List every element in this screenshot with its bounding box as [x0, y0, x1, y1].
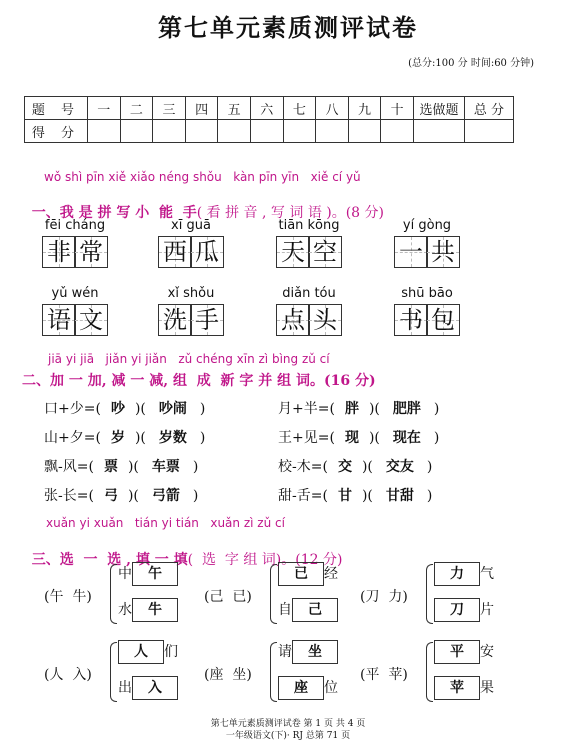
char-pair: (刀 力)	[360, 589, 408, 605]
new-char-answer[interactable]: 票	[103, 459, 118, 475]
fill-line	[118, 598, 178, 622]
section1-title	[22, 186, 384, 222]
char: 书	[399, 306, 423, 334]
word-pinyin: yǔ wén	[51, 286, 99, 301]
formula: 月+半=(	[278, 401, 335, 417]
formula: 甜-舌=(	[278, 488, 328, 504]
formula: 张-长=(	[44, 488, 94, 504]
new-char-answer[interactable]: 胖	[344, 401, 359, 417]
word-answer[interactable]: 吵闹	[158, 401, 187, 417]
char: 瓜	[195, 238, 219, 266]
score-cell[interactable]	[283, 120, 316, 143]
score-cell[interactable]	[316, 120, 349, 143]
word-cells	[394, 236, 458, 268]
char-cell[interactable]	[42, 304, 76, 336]
char-pair: (人 入)	[44, 667, 92, 683]
score-cell[interactable]	[153, 120, 186, 143]
char: 语	[47, 306, 71, 334]
suffix-char: 经	[324, 566, 338, 582]
char-pair: (平 苹)	[360, 667, 408, 683]
footer-line1: 第七单元素质测评试卷 第 1 页 共 4 页	[210, 719, 366, 729]
score-col: 十	[381, 97, 414, 120]
answer-box[interactable]: 力	[434, 562, 480, 586]
suffix-char: 位	[324, 680, 338, 696]
fill-line	[118, 676, 178, 700]
word-answer[interactable]: 肥胖	[392, 401, 421, 417]
word-answer[interactable]: 车票	[151, 459, 180, 475]
new-char-answer[interactable]: 现	[344, 430, 359, 446]
prefix-char: 请	[278, 644, 292, 660]
char: 西	[163, 238, 187, 266]
new-char-answer[interactable]: 弓	[103, 488, 118, 504]
score-cell[interactable]	[381, 120, 414, 143]
char: 一	[399, 238, 423, 266]
add-subtract-item: 张-长=( 弓 )( 弓箭 )	[44, 485, 198, 505]
answer-box[interactable]: 牛	[132, 598, 178, 622]
add-subtract-item: 校-木=( 交 )( 交友 )	[278, 456, 432, 476]
char-pair: (座 坐)	[204, 667, 252, 683]
exam-meta: (总分:100 分 时间:60 分钟)	[408, 58, 534, 69]
score-col: 四	[185, 97, 218, 120]
word-pinyin: fēi cháng	[44, 218, 106, 233]
fill-line	[278, 676, 338, 700]
section1-pinyin: wǒ shì pīn xiě xiǎo néng shǒu kàn pīn yīn xiě cí yǔ	[44, 170, 361, 184]
word-pinyin: xǐ shǒu	[167, 286, 215, 301]
word-answer[interactable]: 现在	[392, 430, 421, 446]
new-char-answer[interactable]: 吵	[110, 401, 125, 417]
prefix-char: 中	[118, 566, 132, 582]
prefix-char: 出	[118, 680, 132, 696]
answer-box[interactable]: 入	[132, 676, 178, 700]
char: 文	[79, 306, 103, 334]
section1-sub: ( 看 拼 音 , 写 词 语 )。(8 分)	[196, 205, 385, 221]
score-cell[interactable]	[414, 120, 465, 143]
char-cell[interactable]	[308, 236, 342, 268]
score-col: 五	[218, 97, 251, 120]
fill-line	[278, 598, 338, 622]
answer-box[interactable]: 刀	[434, 598, 480, 622]
score-col: 九	[348, 97, 381, 120]
char-cell[interactable]	[394, 304, 428, 336]
score-col: 八	[316, 97, 349, 120]
char: 手	[195, 306, 219, 334]
formula: 王+见=(	[278, 430, 335, 446]
word-cells	[42, 304, 106, 336]
char-cell[interactable]	[426, 236, 460, 268]
char-cell[interactable]	[158, 304, 192, 336]
word-cells	[158, 304, 222, 336]
char-pair: (午 牛)	[44, 589, 92, 605]
add-subtract-item: 甜-舌=( 甘 )( 甘甜 )	[278, 485, 432, 505]
brace-shape	[426, 642, 433, 702]
section2-title: 二、加 一 加, 减 一 减, 组 成 新 字 并 组 词。(16 分)	[22, 373, 376, 389]
suffix-char: 气	[480, 566, 494, 582]
section3-heading: 三、选 一 选 , 填 一 填	[31, 552, 188, 568]
answer-box[interactable]: 人	[118, 640, 164, 664]
formula: 口+少=(	[44, 401, 101, 417]
char-cell[interactable]	[190, 304, 224, 336]
char: 天	[281, 238, 305, 266]
formula: 山+夕=(	[44, 430, 101, 446]
fill-line	[434, 640, 494, 664]
fill-line	[278, 640, 338, 664]
char: 非	[47, 238, 71, 266]
fill-line	[434, 598, 494, 622]
char: 包	[431, 306, 455, 334]
footer-line2: 一年级语文(下)· RJ 总第 71 页	[225, 731, 351, 741]
page-title: 第七单元素质测评试卷	[158, 13, 418, 42]
score-col: 总 分	[465, 97, 514, 120]
score-row-head: 得 分	[25, 120, 88, 143]
formula: 校-木=(	[278, 459, 328, 475]
suffix-char: 果	[480, 680, 494, 696]
answer-box[interactable]: 平	[434, 640, 480, 664]
fill-line	[118, 640, 178, 664]
add-subtract-item: 口+少=( 吵 )( 吵闹 )	[44, 398, 205, 418]
word-cells	[42, 236, 106, 268]
add-subtract-item: 月+半=( 胖 )( 肥胖 )	[278, 398, 439, 418]
score-col: 二	[120, 97, 153, 120]
score-cell[interactable]	[348, 120, 381, 143]
answer-box[interactable]: 座	[278, 676, 324, 700]
answer-box[interactable]: 坐	[292, 640, 338, 664]
char-pair: (己 已)	[204, 589, 252, 605]
char-cell[interactable]	[394, 236, 428, 268]
word-cells	[276, 304, 340, 336]
word-answer[interactable]: 弓箭	[151, 488, 180, 504]
fill-line	[434, 562, 494, 586]
prefix-char: 自	[278, 602, 292, 618]
fill-line	[118, 562, 178, 586]
prefix-char: 水	[118, 602, 132, 618]
brace-shape	[270, 564, 277, 624]
score-cell[interactable]	[120, 120, 153, 143]
brace-shape	[110, 564, 117, 624]
formula: 飘-风=(	[44, 459, 94, 475]
char-cell[interactable]	[426, 304, 460, 336]
suffix-char: 们	[164, 644, 178, 660]
fill-line	[434, 676, 494, 700]
suffix-char: 安	[480, 644, 494, 660]
score-col: 一	[88, 97, 121, 120]
score-cell[interactable]	[185, 120, 218, 143]
word-answer[interactable]: 岁数	[158, 430, 187, 446]
char: 洗	[163, 306, 187, 334]
section1-heading: 一、我 是 拼 写 小 能 手	[31, 205, 197, 221]
word-cells	[394, 304, 458, 336]
score-table-head: 题 号	[25, 97, 88, 120]
word-pinyin: xī guā	[171, 218, 211, 233]
char-cell[interactable]	[158, 236, 192, 268]
score-col: 六	[250, 97, 283, 120]
char: 空	[313, 238, 337, 266]
new-char-answer[interactable]: 甘	[337, 488, 352, 504]
answer-box[interactable]: 已	[278, 562, 324, 586]
char: 点	[281, 306, 305, 334]
char-cell[interactable]	[74, 304, 108, 336]
brace-shape	[270, 642, 277, 702]
char-cell[interactable]	[276, 236, 310, 268]
section3-sub: ( 选 字 组 词)。(12 分)	[187, 552, 343, 568]
word-pinyin: yí gòng	[402, 218, 452, 233]
score-cell[interactable]	[465, 120, 514, 143]
char: 头	[313, 306, 337, 334]
char: 常	[79, 238, 103, 266]
score-cell[interactable]	[218, 120, 251, 143]
word-answer[interactable]: 甘甜	[385, 488, 414, 504]
new-char-answer[interactable]: 岁	[110, 430, 125, 446]
section2-pinyin: jiā yi jiā jiǎn yi jiǎn zǔ chéng xīn zì bìng zǔ cí	[48, 352, 330, 366]
score-table	[24, 96, 514, 143]
word-pinyin: diǎn tóu	[282, 286, 336, 301]
char: 共	[431, 238, 455, 266]
char-cell[interactable]	[276, 304, 310, 336]
score-cell[interactable]	[88, 120, 121, 143]
score-cell[interactable]	[250, 120, 283, 143]
fill-line	[278, 562, 338, 586]
word-pinyin: tiān kōng	[278, 218, 340, 233]
score-col: 七	[283, 97, 316, 120]
char-cell[interactable]	[42, 236, 76, 268]
suffix-char: 片	[480, 602, 494, 618]
char-cell[interactable]	[190, 236, 224, 268]
char-cell[interactable]	[308, 304, 342, 336]
word-cells	[158, 236, 222, 268]
add-subtract-item: 王+见=( 现 )( 现在 )	[278, 427, 439, 447]
word-cells	[276, 236, 340, 268]
brace-shape	[110, 642, 117, 702]
section3-pinyin: xuǎn yi xuǎn tián yi tián xuǎn zì zǔ cí	[46, 516, 285, 530]
answer-box[interactable]: 己	[292, 598, 338, 622]
answer-box[interactable]: 午	[132, 562, 178, 586]
score-col: 三	[153, 97, 186, 120]
answer-box[interactable]: 苹	[434, 676, 480, 700]
word-answer[interactable]: 交友	[385, 459, 414, 475]
char-cell[interactable]	[74, 236, 108, 268]
brace-shape	[426, 564, 433, 624]
add-subtract-item: 山+夕=( 岁 )( 岁数 )	[44, 427, 205, 447]
score-col: 选做题	[414, 97, 465, 120]
word-pinyin: shū bāo	[401, 286, 453, 301]
add-subtract-item: 飘-风=( 票 )( 车票 )	[44, 456, 198, 476]
new-char-answer[interactable]: 交	[337, 459, 352, 475]
